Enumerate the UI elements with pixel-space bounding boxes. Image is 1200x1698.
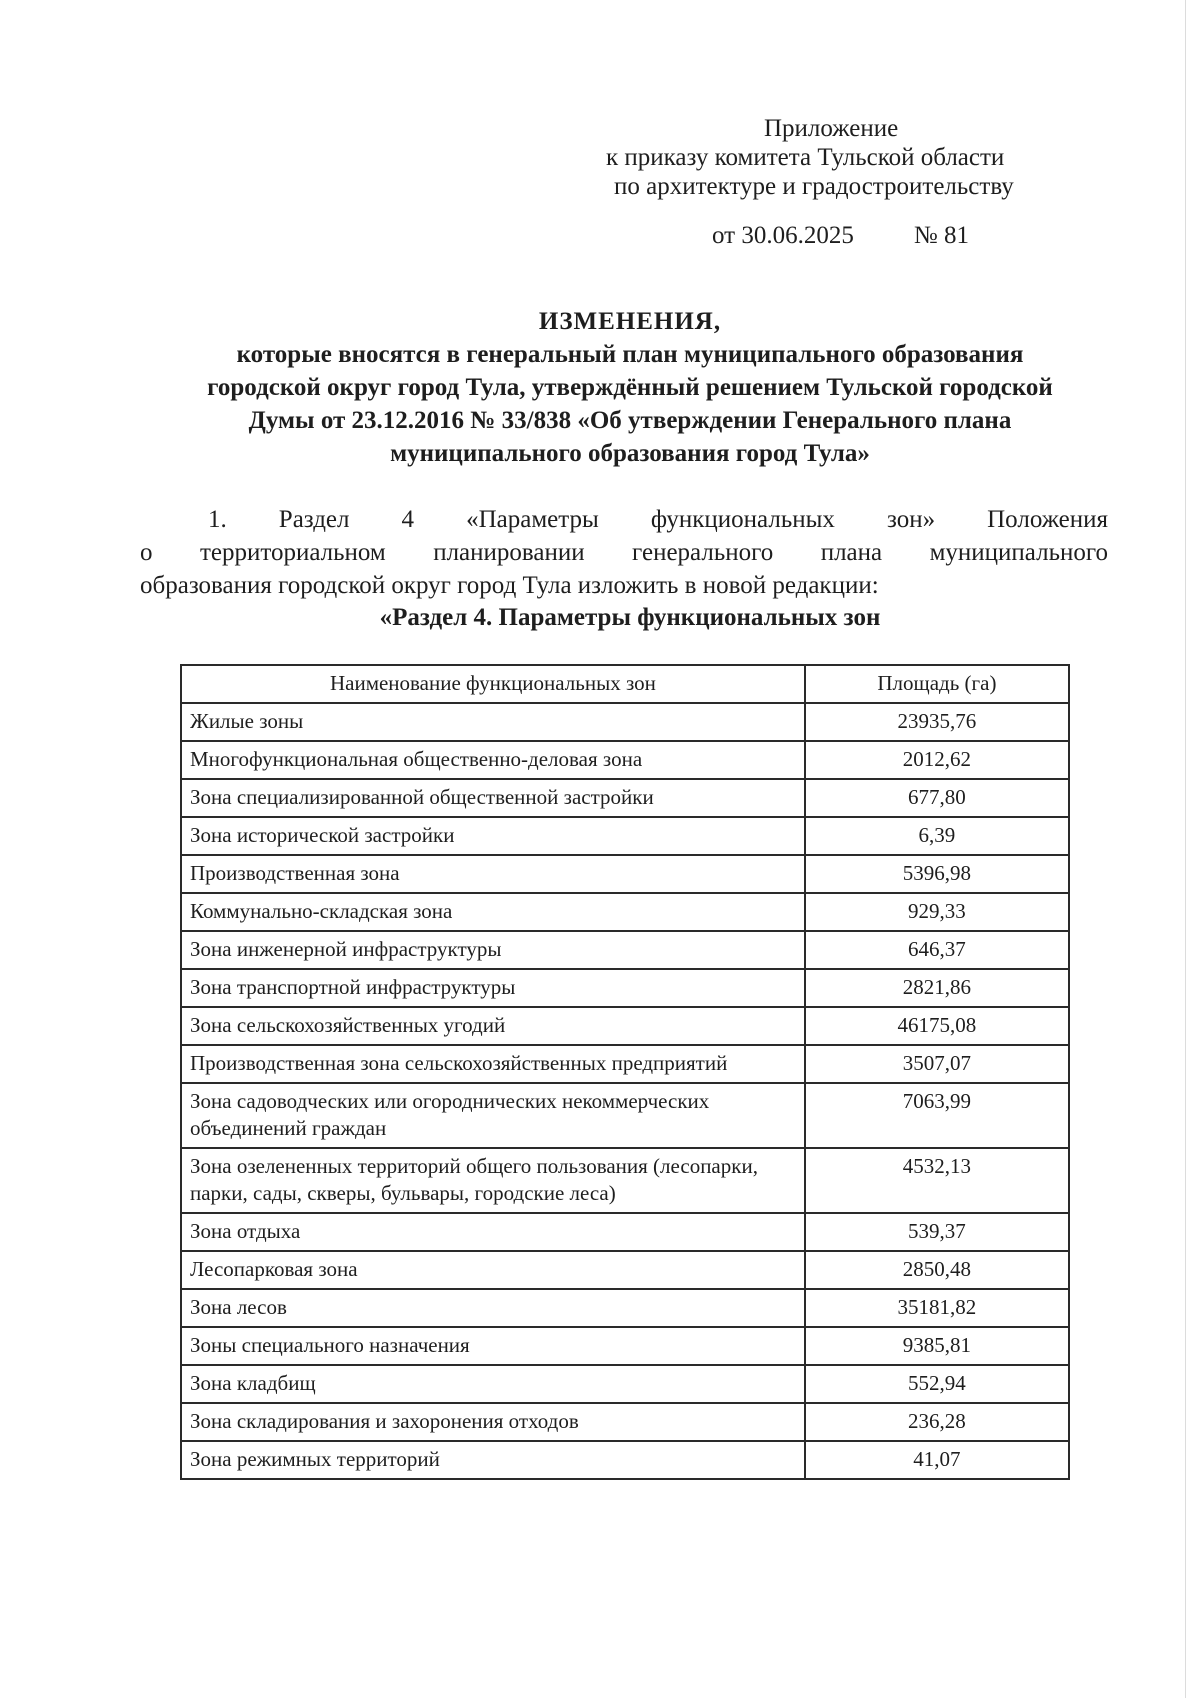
zone-area-cell: 236,28 — [805, 1403, 1069, 1441]
table-row — [181, 1289, 1069, 1327]
table-row — [181, 1251, 1069, 1289]
zone-area-cell: 7063,99 — [805, 1083, 1069, 1148]
zone-area-cell: 677,80 — [805, 779, 1069, 817]
zone-area-cell: 23935,76 — [805, 703, 1069, 741]
order-date: от 30.06.2025 — [712, 222, 854, 249]
zones-table-body — [181, 703, 1069, 1479]
order-number: № 81 — [913, 222, 969, 249]
zone-name-cell: Зона режимных территорий — [181, 1441, 805, 1479]
zone-name-cell: Зона отдыха — [181, 1213, 805, 1251]
title-line-1: которые вносятся в генеральный план муниципального образования — [236, 341, 1024, 368]
table-row — [181, 1213, 1069, 1251]
table-row — [181, 1403, 1069, 1441]
zone-area-cell: 929,33 — [805, 893, 1069, 931]
paragraph-line-3: образования городской округ город Тула изложить в новой редакции: — [140, 572, 879, 599]
table-row — [181, 1327, 1069, 1365]
zone-name-cell: Зоны специального назначения — [181, 1327, 805, 1365]
table-row — [181, 969, 1069, 1007]
table-row — [181, 1045, 1069, 1083]
table-row — [181, 893, 1069, 931]
zone-area-cell: 552,94 — [805, 1365, 1069, 1403]
table-row — [181, 779, 1069, 817]
zone-area-cell: 2012,62 — [805, 741, 1069, 779]
zone-name-cell: Многофункциональная общественно-деловая зона — [181, 741, 805, 779]
header-area: Площадь (га) — [805, 665, 1069, 703]
title-line-3: Думы от 23.12.2016 № 33/838 «Об утверждении Генерального плана — [248, 407, 1012, 434]
table-row — [181, 817, 1069, 855]
annex-header — [606, 114, 1076, 201]
zone-area-cell: 5396,98 — [805, 855, 1069, 893]
title-line-4: муниципального образования город Тула» — [390, 440, 870, 467]
zone-name-cell: Производственная зона — [181, 855, 805, 893]
zone-name-cell: Зона сельскохозяйственных угодий — [181, 1007, 805, 1045]
paragraph-line-1: 1. Раздел 4 «Параметры функциональных зон» Положения — [208, 506, 1108, 533]
annex-line-1: Приложение — [764, 115, 899, 142]
zone-name-cell: Зона исторической застройки — [181, 817, 805, 855]
zone-name-cell: Зона специализированной общественной застройки — [181, 779, 805, 817]
zone-name-cell: Коммунально-складская зона — [181, 893, 805, 931]
table-row — [181, 931, 1069, 969]
zone-area-cell: 35181,82 — [805, 1289, 1069, 1327]
table-row — [181, 1441, 1069, 1479]
table-row — [181, 855, 1069, 893]
scan-edge-line — [1185, 0, 1186, 1698]
zone-area-cell: 539,37 — [805, 1213, 1069, 1251]
zone-name-cell: Зона складирования и захоронения отходов — [181, 1403, 805, 1441]
table-row — [181, 1007, 1069, 1045]
zone-area-cell: 46175,08 — [805, 1007, 1069, 1045]
zone-name-cell: Зона озелененных территорий общего пользования (лесопарки, парки, сады, скверы, бульвары, городские леса) — [181, 1148, 805, 1213]
zone-name-cell: Зона лесов — [181, 1289, 805, 1327]
zone-area-cell: 6,39 — [805, 817, 1069, 855]
zone-area-cell: 9385,81 — [805, 1327, 1069, 1365]
table-header-row — [181, 665, 1069, 703]
section-heading: «Раздел 4. Параметры функциональных зон — [379, 604, 881, 631]
table-row — [181, 1148, 1069, 1213]
header-zone-name: Наименование функциональных зон — [181, 665, 805, 703]
table-row — [181, 1083, 1069, 1148]
zone-name-cell: Жилые зоны — [181, 703, 805, 741]
zone-area-cell: 3507,07 — [805, 1045, 1069, 1083]
zone-name-cell: Зона кладбищ — [181, 1365, 805, 1403]
zones-table — [180, 664, 1070, 1480]
table-row — [181, 703, 1069, 741]
annex-line-3: по архитектуре и градостроительству — [614, 173, 1014, 200]
zone-area-cell: 2821,86 — [805, 969, 1069, 1007]
zone-name-cell: Зона инженерной инфраструктуры — [181, 931, 805, 969]
zone-name-cell: Зона транспортной инфраструктуры — [181, 969, 805, 1007]
zone-area-cell: 41,07 — [805, 1441, 1069, 1479]
zone-area-cell: 646,37 — [805, 931, 1069, 969]
body-paragraph — [140, 503, 1108, 602]
paragraph-line-2: о территориальном планировании генерального плана муниципального — [140, 539, 1108, 566]
zone-name-cell: Производственная зона сельскохозяйственных предприятий — [181, 1045, 805, 1083]
order-date-number — [712, 222, 969, 250]
table-row — [181, 1365, 1069, 1403]
table-row — [181, 741, 1069, 779]
zone-name-cell: Зона садоводческих или огороднических некоммерческих объединений граждан — [181, 1083, 805, 1148]
zone-name-cell: Лесопарковая зона — [181, 1251, 805, 1289]
title-main: ИЗМЕНЕНИЯ, — [538, 308, 722, 335]
document-title — [140, 305, 1120, 470]
title-line-2: городской округ город Тула, утверждённый решением Тульской городской — [207, 374, 1053, 401]
zone-area-cell: 2850,48 — [805, 1251, 1069, 1289]
annex-line-2: к приказу комитета Тульской области — [606, 144, 1005, 171]
zone-area-cell: 4532,13 — [805, 1148, 1069, 1213]
